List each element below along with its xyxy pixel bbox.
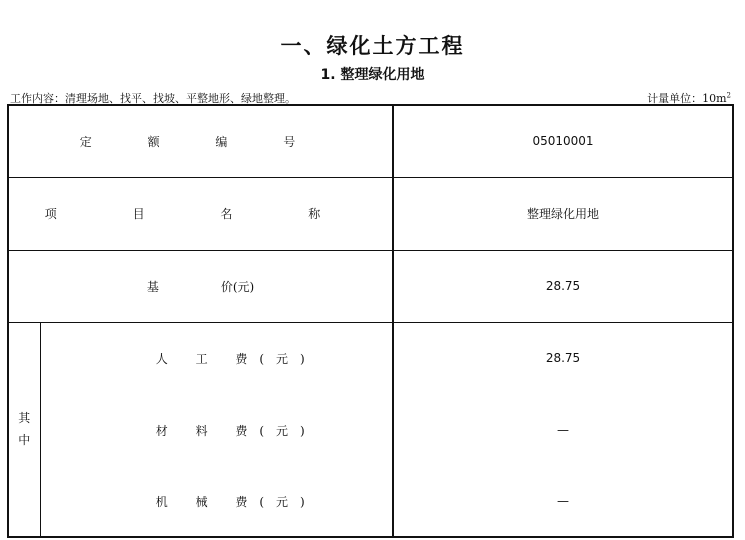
- table-row: [8, 466, 733, 537]
- machine-cost-label: 机 械 费(元): [40, 466, 393, 537]
- material-cost-value: —: [393, 394, 733, 466]
- measure-unit-text: 计量单位：10m: [647, 92, 727, 105]
- measure-unit-sup: 2: [726, 91, 731, 100]
- base-price-label-a: 基: [146, 279, 159, 294]
- group-label-char-2: 中: [18, 433, 31, 448]
- base-price-label: [8, 250, 393, 322]
- page-title: 一、绿化土方工程: [280, 34, 465, 58]
- table-row: [8, 394, 733, 466]
- quota-code-label-text: 定 额 编 号: [79, 134, 322, 149]
- group-label-qizhong: [8, 322, 40, 537]
- quota-code-label: [8, 105, 393, 177]
- item-name-value: 整理绿化用地: [393, 177, 733, 250]
- quota-code-value: 05010001: [393, 105, 733, 177]
- table-row: [8, 105, 733, 177]
- quota-table: [7, 104, 734, 538]
- table-row: [8, 250, 733, 322]
- item-name-label: [8, 177, 393, 250]
- labor-cost-label: 人 工 费(元): [40, 322, 393, 394]
- machine-cost-value: —: [393, 466, 733, 537]
- item-name-label-text: 项 目 名 称: [44, 207, 357, 221]
- group-label-char-1: 其: [18, 411, 31, 426]
- work-content: 工作内容：清理场地、找平、找坡、平整地形、绿地整理。: [10, 92, 296, 105]
- base-price-label-b: 价(元): [220, 279, 255, 294]
- labor-cost-value: 28.75: [393, 322, 733, 394]
- table-row: [8, 177, 733, 250]
- section-subtitle: 1. 整理绿化用地: [320, 67, 425, 83]
- base-price-value: 28.75: [393, 250, 733, 322]
- material-cost-label: 材 料 费(元): [40, 394, 393, 466]
- table-row: [8, 322, 733, 394]
